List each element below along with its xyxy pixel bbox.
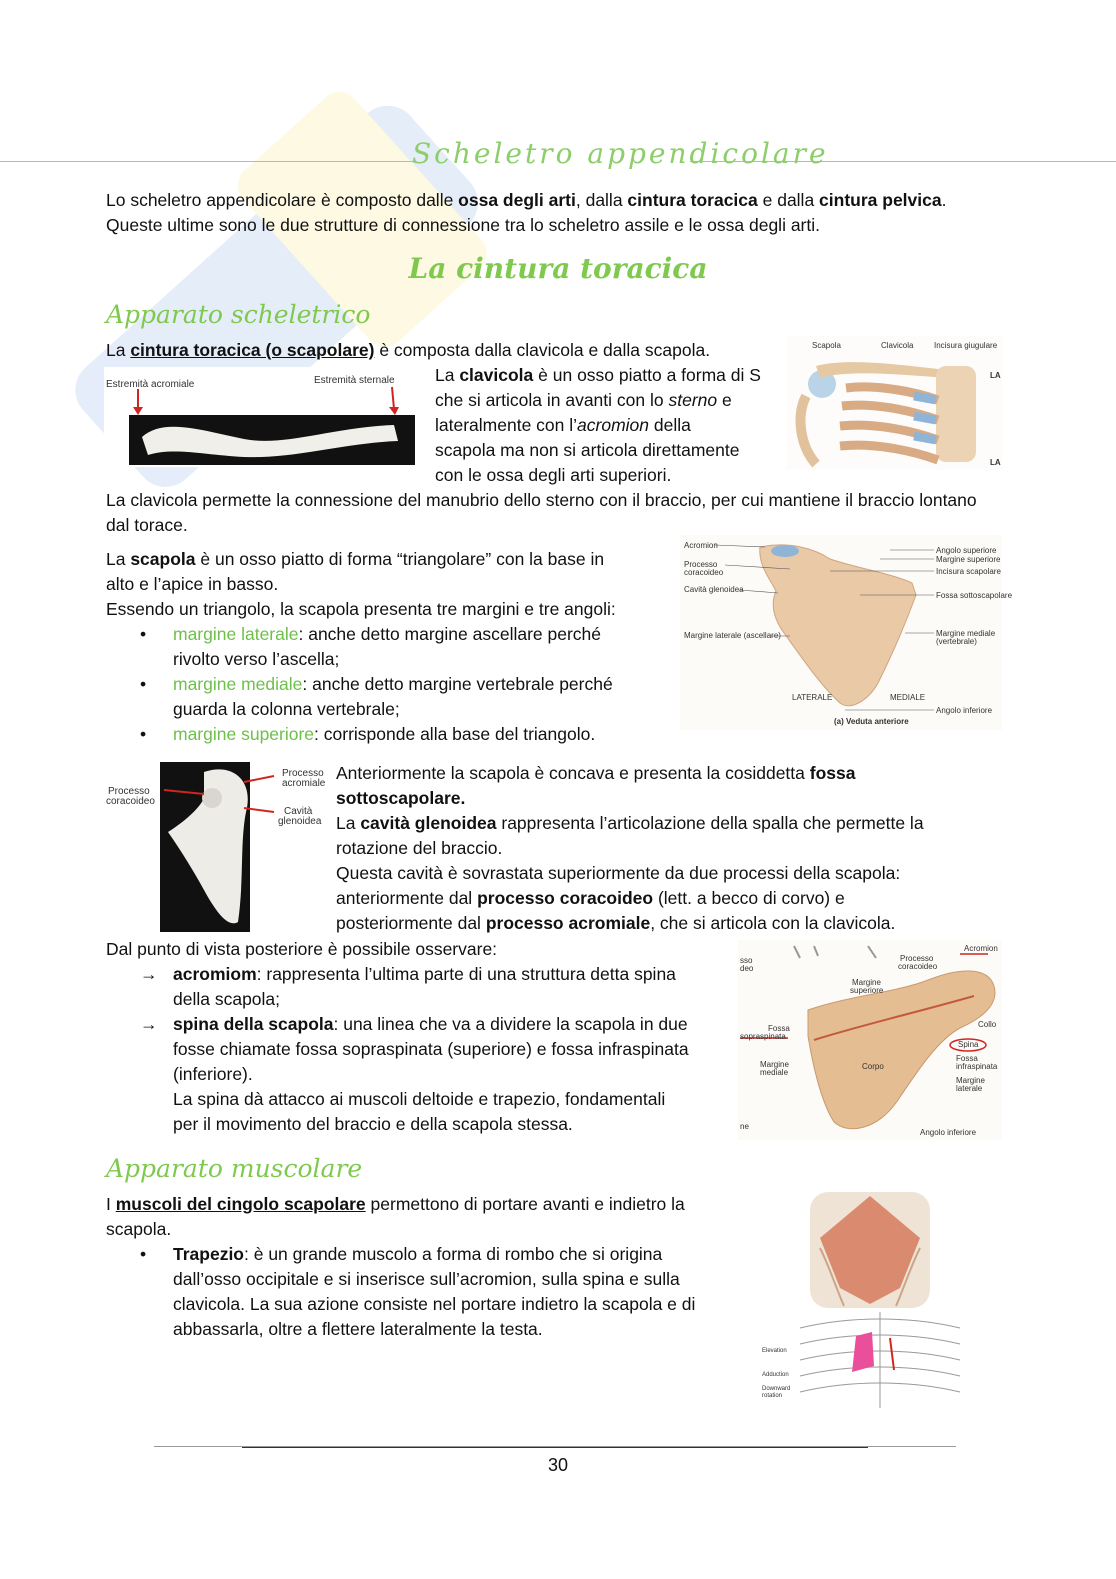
muscoli-list: [106, 1242, 746, 1342]
scapula-posterior-figure: sso deo Processo coracoideo Acromion Margine superiore Fossa sopraspinata Collo Spina Fossa infraspinata Margine mediale Corpo Margine laterale Angolo inferiore ne: [738, 940, 1002, 1140]
list-item: • margine mediale: anche detto margine vertebrale perché guarda la colonna vertebrale;: [140, 674, 613, 719]
scapula-lateral-figure: Processo acromiale Processo coracoideo Cavità glenoidea: [104, 762, 326, 932]
intro-paragraph: Lo scheletro appendicolare è composto dalle ossa degli arti, dalla cintura toracica e dalla cintura pelvica. Queste ultime sono le due strutture di connessione tra lo scheletro assile e le ossa degli arti.: [106, 190, 947, 235]
subsection-title-skeletal: Apparato scheletrico: [106, 300, 371, 329]
list-item: • margine laterale: anche detto margine ascellare perché rivolto verso l’ascella;: [140, 624, 602, 669]
subsection-title-muscular: Apparato muscolare: [106, 1154, 363, 1183]
clavicle-label-right: Estremità sternale: [314, 375, 395, 386]
scapula-anterior-figure: Acromion Processo coracoideo Cavità glenoidea Margine laterale (ascellare) Angolo superiore Margine superiore Incisura scapolare Fossa sottoscapolare Margine mediale (vertebrale) Angolo inferiore LATERALE MEDIALE (a) Veduta anteriore: [680, 535, 1002, 730]
posteriore-paragraph: Dal punto di vista posteriore è possibile osservare: → acromiom: rappresenta l’ultima parte di una struttura detta spina della scapola; → spina della scapola: una linea che va a dividere la scapola in due fosse chiamate fossa sopraspinata (superiore) e fossa infraspinata (inferiore). La spina dà attacco ai muscoli deltoide e trapezio, fondamentali per il movimento del braccio e della scapola stessa.: [106, 937, 736, 1137]
section-title: La cintura toracica: [408, 252, 708, 285]
cintura-paragraph: La cintura toracica (o scapolare) è composta dalla clavicola e dalla scapola.: [106, 340, 711, 360]
list-item: • margine superiore: corrisponde alla base del triangolo.: [140, 724, 596, 744]
header-rule-left: [0, 161, 415, 162]
muscle-figure: Elevation Adduction Downward rotation: [760, 1188, 1002, 1412]
clavicola-paragraph-2: La clavicola permette la connessione del manubrio dello sterno con il braccio, per cui mantiene il braccio lontano dal torace.: [106, 490, 977, 535]
clavicle-figure: [104, 367, 418, 467]
footer-rule: [242, 1447, 868, 1448]
anteriore-paragraph: Anteriormente la scapola è concava e presenta la cosiddetta fossa sottoscapolare. La cavità glenoidea rappresenta l’articolazione della spalla che permette la rotazione del braccio. Questa cavità è sovrastata superiormente da due processi della scapola: anteriormente dal processo coracoideo (lett. a becco di corvo) e posteriormente dal processo acromiale, che si articola con la clavicola.: [336, 763, 924, 933]
page-number: 30: [547, 1455, 569, 1475]
list-item: → spina della scapola: una linea che va a dividere la scapola in due fosse chiamate fossa sopraspinata (superiore) e fossa infraspinata (inferiore). La spina dà attacco ai muscoli deltoide e trapezio, fondamentali per il movimento del braccio e della scapola stessa.: [140, 1014, 689, 1134]
thorax-figure: Scapola Clavicola Incisura giugulare LA LA: [786, 336, 1002, 470]
header-title: Scheletro appendicolare: [412, 137, 829, 170]
list-item: → acromiom: rappresenta l’ultima parte di una struttura detta spina della scapola;: [140, 964, 676, 1009]
posteriore-list: [106, 962, 736, 1137]
margini-list: [106, 622, 676, 747]
list-item: • Trapezio: è un grande muscolo a forma di rombo che si origina dall’osso occipitale e si inserisce sull’acromion, sulla spina e sulla clavicola. La sua azione consiste nel portare indietro la scapola e di abbassarla, oltre a flettere lateralmente la testa.: [140, 1244, 696, 1339]
muscoli-paragraph: I muscoli del cingolo scapolare permettono di portare avanti e indietro la scapola. • Trapezio: è un grande muscolo a forma di rombo che si origina dall’osso occipitale e si inserisce sull’acromion, sulla spina e sulla clavicola. La sua azione consiste nel portare indietro la scapola e di abbassarla, oltre a flettere lateralmente la testa.: [106, 1192, 746, 1342]
clavicola-paragraph: La clavicola è un osso piatto a forma di S che si articola in avanti con lo sterno e lateralmente con l’acromion della scapola ma non si articola direttamente con le ossa degli arti superiori.: [435, 365, 761, 485]
clavicle-label-left: Estremità acromiale: [106, 379, 195, 390]
scapola-paragraph: La scapola è un osso piatto di forma “triangolare” con la base in alto e l’apice in basso. Essendo un triangolo, la scapola presenta tre margini e tre angoli: • margine laterale: anche detto margine ascellare perché rivolto verso l’ascella; • margine mediale: anche detto margine vertebrale perché guarda la colonna vertebrale; • margine superiore: corrisponde alla base del triangolo.: [106, 547, 676, 747]
